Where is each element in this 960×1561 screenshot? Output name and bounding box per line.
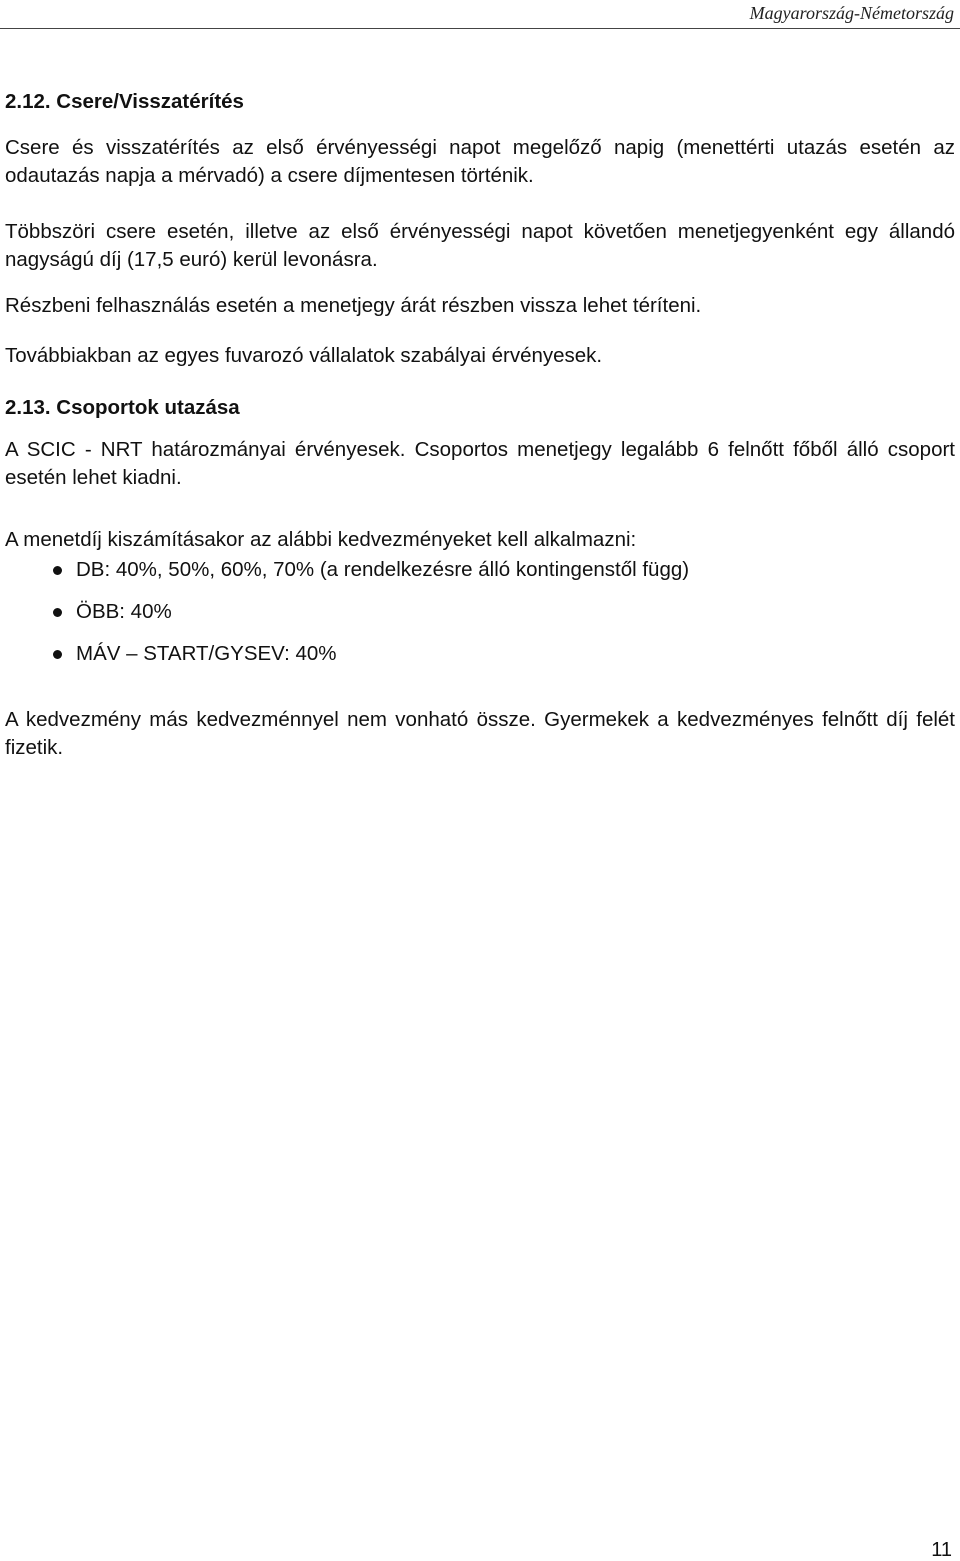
paragraph-exchange-refund: Csere és visszatérítés az első érvényességi napot megelőző napig (menettérti utazás esetén az odautazás napja a mérvadó) a csere díjmentesen történik. bbox=[5, 136, 955, 187]
discount-list bbox=[5, 556, 955, 668]
section-heading-2-13: 2.13. Csoportok utazása bbox=[5, 396, 240, 419]
document-body bbox=[5, 88, 955, 762]
page-number: 11 bbox=[931, 1539, 952, 1561]
bullet-icon bbox=[53, 566, 62, 575]
bullet-icon bbox=[53, 650, 62, 659]
list-item-text: DB: 40%, 50%, 60%, 70% (a rendelkezésre álló kontingenstől függ) bbox=[76, 558, 690, 581]
list-item bbox=[5, 640, 955, 668]
list-item-text: MÁV – START/GYSEV: 40% bbox=[76, 642, 337, 665]
list-item-text: ÖBB: 40% bbox=[76, 600, 172, 623]
running-title: Magyarország-Németország bbox=[749, 3, 954, 23]
paragraph-discount-combination: A kedvezmény más kedvezménnyel nem vonható össze. Gyermekek a kedvezményes felnőtt díj felét fizetik. bbox=[5, 708, 955, 759]
header-divider bbox=[0, 28, 960, 29]
list-item bbox=[5, 598, 955, 626]
list-item bbox=[5, 556, 955, 584]
paragraph-group-ticket: A SCIC - NRT határozmányai érvényesek. Csoportos menetjegy legalább 6 felnőtt főből álló csoport esetén lehet kiadni. bbox=[5, 438, 955, 489]
paragraph-carrier-rules: Továbbiakban az egyes fuvarozó vállalatok szabályai érvényesek. bbox=[5, 344, 603, 367]
paragraph-multiple-exchange: Többszöri csere esetén, illetve az első érvényességi napot követően menetjegyenként egy állandó nagyságú díj (17,5 euró) kerül levonásra. bbox=[5, 220, 955, 271]
section-heading-2-12: 2.12. Csere/Visszatérítés bbox=[5, 90, 244, 113]
bullet-icon bbox=[53, 608, 62, 617]
paragraph-discounts-intro: A menetdíj kiszámításakor az alábbi kedvezményeket kell alkalmazni: bbox=[5, 528, 637, 551]
paragraph-partial-use: Részbeni felhasználás esetén a menetjegy árát részben vissza lehet téríteni. bbox=[5, 294, 702, 317]
